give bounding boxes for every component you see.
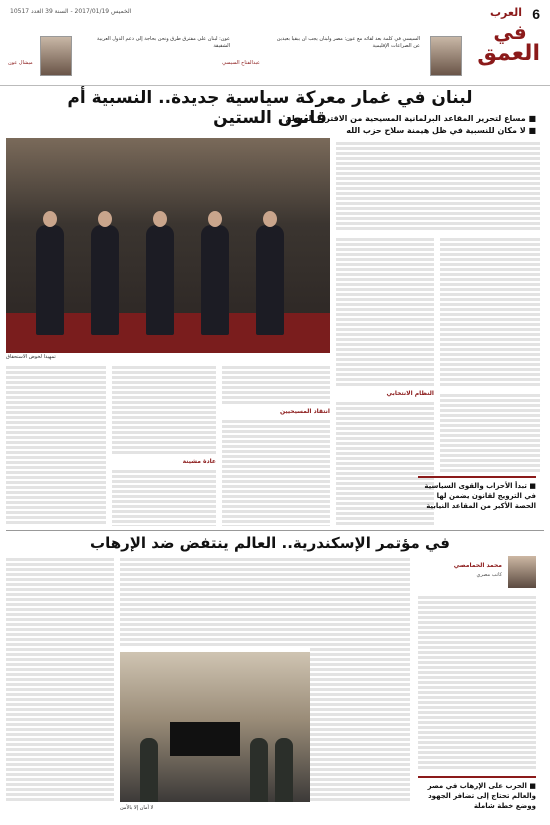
author-role: كاتب مصري — [476, 572, 502, 578]
article1-photo-caption: تمهيدا لخوض الاستحقاق — [6, 354, 56, 360]
article1-pull-quote: ■ تبدأ الأحزاب والقوى السياسية في الترويج لقانون يضمن لها الحصة الأكبر من المقاعد النيابية — [418, 476, 536, 511]
article1-column — [6, 364, 106, 526]
photo-figure — [140, 738, 158, 802]
article2-headline: في مؤتمر الإسكندرية.. العالم ينتفض ضد الإرهاب — [90, 534, 450, 552]
section-label — [477, 20, 540, 66]
article2-photo — [120, 652, 310, 802]
section-heading: عادة مشينة — [182, 458, 216, 465]
portrait-left — [40, 36, 72, 76]
article2-column — [418, 594, 536, 770]
photo-figure — [146, 225, 174, 335]
article1-column — [440, 392, 540, 472]
article1-subhead-2: ■ لا مكان للنسبية في ظل هيمنة سلاح حزب الله — [346, 126, 536, 135]
article1-intro-text — [336, 140, 540, 230]
article2-column — [6, 556, 114, 802]
article2-column — [310, 556, 410, 802]
article1-photo — [6, 138, 330, 353]
photo-figure — [256, 225, 284, 335]
quote-name-left: ميشال عون — [8, 60, 33, 66]
photo-figure — [250, 738, 268, 802]
section-heading: النظام الانتخابي — [386, 390, 434, 397]
author-avatar — [508, 556, 536, 588]
section-word-2: العمق — [477, 41, 540, 66]
article1-column — [336, 236, 434, 386]
publication-name: العرب — [489, 6, 522, 19]
article1-column — [222, 418, 330, 526]
quote-name-right: عبدالفتاح السيسي — [222, 60, 260, 66]
article1-column — [112, 468, 216, 526]
article2-pull-quote: ■ الحرب على الإرهاب في مصر والعالم تحتاج إلى تضافر الجهود ووضع خطة شاملة — [418, 776, 536, 811]
quote-left: عون: لبنان على مفترق طرق ونحن بحاجة إلى دعم الدول العربية الشقيقة — [97, 36, 230, 49]
section-heading: انتقاد المسيحيين — [279, 408, 330, 415]
article1-subhead-1: ■ مساع لتحرير المقاعد البرلمانية المسيحية من الاقتراع المسلم — [285, 114, 536, 123]
author-box — [426, 556, 536, 590]
photo-figure — [91, 225, 119, 335]
article2-photo-caption: لا أمان إلا بالأمن — [120, 805, 154, 811]
masthead — [0, 0, 550, 86]
portrait-right — [430, 36, 462, 76]
photo-figure — [36, 225, 64, 335]
author-name: محمد الحمامصي — [453, 562, 502, 569]
photo-flag — [170, 722, 240, 756]
dateline: الخميس 2017/01/19 - السنة 39 العدد 10517 — [10, 8, 132, 15]
article1-column — [440, 236, 540, 386]
section-word-1: في — [493, 20, 527, 44]
page-number: 6 — [532, 6, 540, 22]
article1-headline: لبنان في غمار معركة سياسية جديدة.. النسبية أم قانون الستين — [67, 88, 473, 128]
quote-right: السيسي في كلمة بعد لقائه مع عون: مصر ولبنان يجب أن يبقيا بعيدين عن الصراعات الإقليمية — [276, 36, 420, 49]
divider — [6, 530, 544, 531]
article1-column — [112, 364, 216, 454]
photo-figure — [275, 738, 293, 802]
article1-column — [222, 364, 330, 404]
photo-figure — [201, 225, 229, 335]
article2-column — [120, 556, 310, 648]
